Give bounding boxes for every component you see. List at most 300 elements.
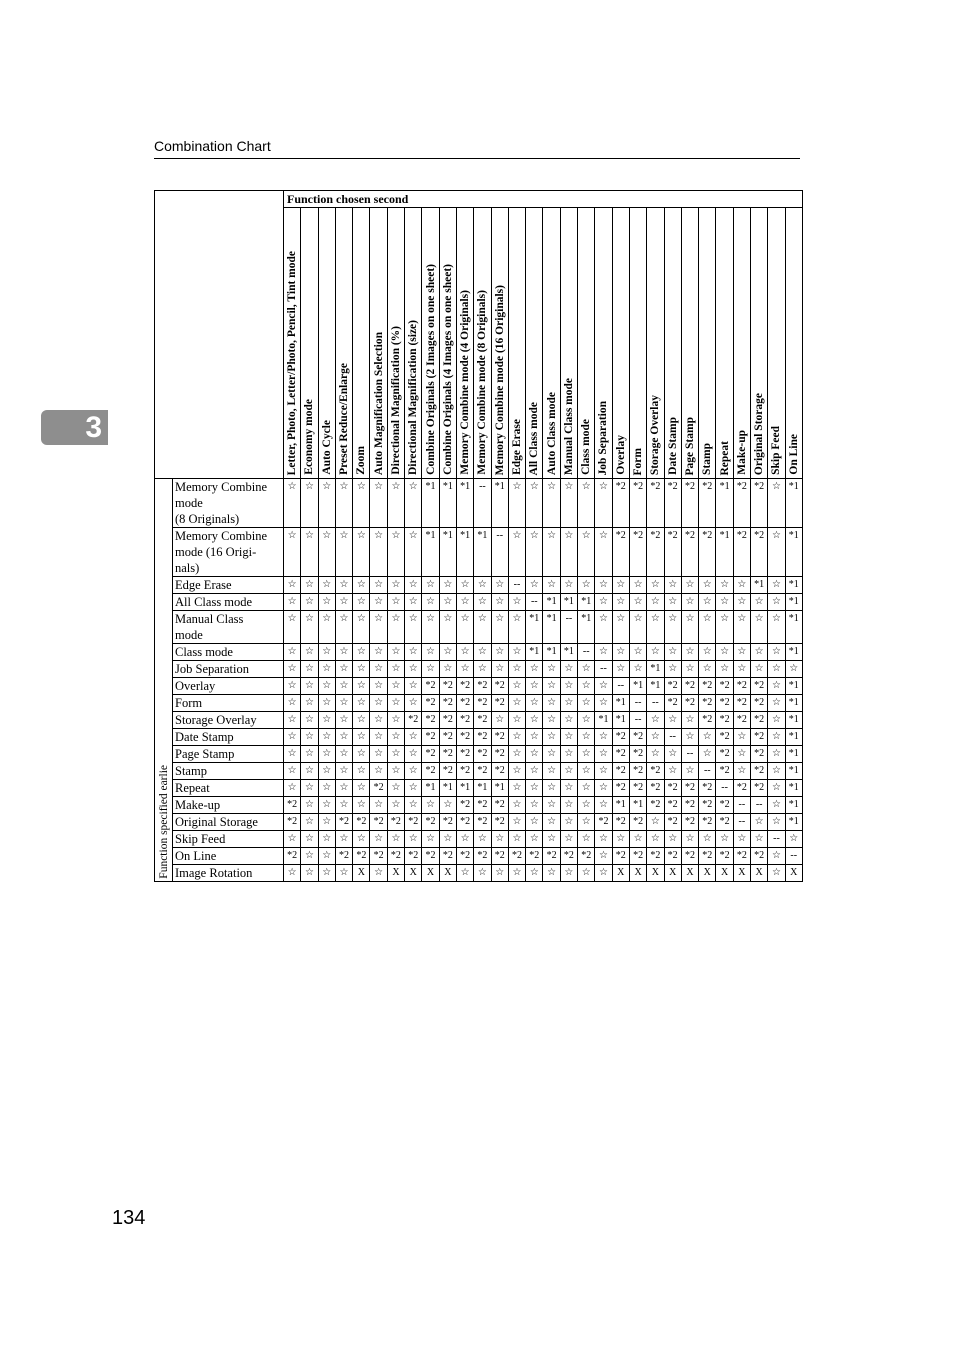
- table-cell: *2: [387, 814, 404, 831]
- table-cell: *2: [456, 848, 473, 865]
- table-cell: *1: [422, 780, 439, 797]
- table-cell: ☆: [543, 746, 560, 763]
- table-cell: *2: [664, 797, 681, 814]
- table-cell: ☆: [318, 577, 335, 594]
- table-row: [155, 695, 803, 712]
- section-title: Combination Chart: [154, 138, 271, 154]
- table-cell: --: [474, 479, 491, 528]
- table-cell: *1: [474, 528, 491, 577]
- table-cell: *1: [785, 479, 802, 528]
- row-label-line: Form: [175, 696, 203, 710]
- table-cell: ☆: [318, 528, 335, 577]
- table-cell: ☆: [474, 644, 491, 661]
- table-cell: ☆: [508, 528, 525, 577]
- table-cell: *2: [474, 797, 491, 814]
- table-cell: *2: [647, 528, 664, 577]
- table-cell: *2: [699, 848, 716, 865]
- table-cell: ☆: [370, 695, 387, 712]
- table-cell: *1: [560, 644, 577, 661]
- row-label: [173, 528, 284, 577]
- table-cell: ☆: [318, 729, 335, 746]
- table-cell: --: [560, 611, 577, 644]
- table-cell: *1: [543, 644, 560, 661]
- table-cell: *2: [439, 678, 456, 695]
- table-cell: ☆: [560, 479, 577, 528]
- table-cell: ☆: [578, 678, 595, 695]
- table-cell: ☆: [387, 594, 404, 611]
- table-cell: ☆: [508, 479, 525, 528]
- table-cell: ☆: [335, 611, 352, 644]
- table-cell: X: [733, 865, 750, 882]
- table-cell: *2: [491, 746, 508, 763]
- column-header: [595, 208, 612, 479]
- table-cell: ☆: [543, 678, 560, 695]
- column-header: [335, 208, 352, 479]
- table-cell: *2: [612, 479, 629, 528]
- table-cell: ☆: [768, 528, 785, 577]
- table-cell: *1: [612, 712, 629, 729]
- table-row: [155, 678, 803, 695]
- table-cell: *1: [629, 678, 646, 695]
- table-cell: *1: [785, 528, 802, 577]
- row-label-line: mode: [175, 628, 203, 642]
- table-cell: ☆: [370, 528, 387, 577]
- table-cell: ☆: [353, 831, 370, 848]
- table-cell: *1: [491, 780, 508, 797]
- row-label: [173, 594, 284, 611]
- column-header-label: Edge Erase: [511, 419, 523, 475]
- column-header-label: Memory Combine mode (16 Originals): [493, 284, 506, 475]
- table-cell: *1: [785, 678, 802, 695]
- table-cell: ☆: [699, 746, 716, 763]
- table-cell: ☆: [526, 695, 543, 712]
- column-header-label: Economy mode: [303, 399, 316, 475]
- table-cell: ☆: [578, 831, 595, 848]
- table-cell: ☆: [284, 712, 301, 729]
- row-label: [173, 678, 284, 695]
- table-cell: --: [508, 577, 525, 594]
- table-cell: ☆: [560, 746, 577, 763]
- table-cell: *2: [491, 848, 508, 865]
- table-cell: ☆: [664, 577, 681, 594]
- table-cell: ☆: [578, 528, 595, 577]
- table-cell: *2: [491, 695, 508, 712]
- table-cell: *2: [751, 695, 768, 712]
- table-cell: *2: [474, 695, 491, 712]
- table-cell: ☆: [578, 763, 595, 780]
- row-label: [173, 763, 284, 780]
- table-cell: ☆: [335, 678, 352, 695]
- table-cell: ☆: [560, 763, 577, 780]
- table-cell: *2: [751, 763, 768, 780]
- table-cell: ☆: [578, 695, 595, 712]
- table-cell: ☆: [456, 661, 473, 678]
- table-cell: ☆: [526, 577, 543, 594]
- table-cell: ☆: [370, 763, 387, 780]
- column-header-label: Memory Combine mode (4 Originals): [459, 290, 472, 475]
- table-cell: ☆: [543, 763, 560, 780]
- table-cell: ☆: [301, 865, 318, 882]
- table-cell: *2: [439, 814, 456, 831]
- table-cell: ☆: [387, 797, 404, 814]
- column-header: [629, 208, 646, 479]
- table-cell: ☆: [284, 644, 301, 661]
- table-cell: ☆: [526, 865, 543, 882]
- table-cell: *1: [785, 712, 802, 729]
- table-cell: ☆: [335, 479, 352, 528]
- table-cell: ☆: [422, 644, 439, 661]
- table-cell: *2: [474, 814, 491, 831]
- table-cell: *2: [439, 746, 456, 763]
- table-cell: *2: [353, 848, 370, 865]
- table-cell: ☆: [318, 479, 335, 528]
- table-cell: ☆: [284, 577, 301, 594]
- table-cell: ☆: [370, 661, 387, 678]
- row-label-line: Original Storage: [175, 815, 258, 829]
- table-cell: *2: [716, 814, 733, 831]
- table-cell: ☆: [508, 661, 525, 678]
- row-label-line: Stamp: [175, 764, 207, 778]
- table-cell: ☆: [439, 577, 456, 594]
- column-header: [751, 208, 768, 479]
- combination-chart-table: [154, 190, 803, 882]
- table-cell: ☆: [751, 831, 768, 848]
- table-cell: ☆: [318, 763, 335, 780]
- table-cell: ☆: [578, 712, 595, 729]
- column-header: [353, 208, 370, 479]
- table-cell: ☆: [647, 594, 664, 611]
- table-cell: X: [405, 865, 422, 882]
- table-cell: ☆: [526, 712, 543, 729]
- column-header: [578, 208, 595, 479]
- column-header-label: Make-up: [735, 430, 748, 475]
- row-label: [173, 831, 284, 848]
- table-cell: ☆: [508, 712, 525, 729]
- table-cell: ☆: [405, 729, 422, 746]
- table-cell: *2: [474, 678, 491, 695]
- column-header-label: Combine Originals (4 Images on one sheet): [441, 264, 454, 475]
- table-cell: ☆: [664, 831, 681, 848]
- table-cell: ☆: [595, 780, 612, 797]
- table-cell: X: [353, 865, 370, 882]
- table-cell: ☆: [422, 831, 439, 848]
- row-label: [173, 797, 284, 814]
- table-cell: ☆: [612, 611, 629, 644]
- table-cell: ☆: [301, 814, 318, 831]
- column-header: [387, 208, 404, 479]
- table-cell: ☆: [560, 528, 577, 577]
- column-header-label: Manual Class mode: [562, 377, 575, 475]
- row-label-line: On Line: [175, 849, 217, 863]
- table-cell: *1: [578, 594, 595, 611]
- table-cell: *1: [785, 611, 802, 644]
- table-cell: *2: [733, 678, 750, 695]
- table-cell: ☆: [491, 661, 508, 678]
- table-row: [155, 763, 803, 780]
- row-label: [173, 814, 284, 831]
- table-cell: ☆: [335, 594, 352, 611]
- table-cell: ☆: [733, 577, 750, 594]
- row-label: [173, 746, 284, 763]
- table-cell: *1: [785, 780, 802, 797]
- table-cell: ☆: [664, 661, 681, 678]
- table-cell: *2: [422, 746, 439, 763]
- table-cell: *2: [422, 763, 439, 780]
- table-cell: ☆: [543, 780, 560, 797]
- table-cell: *2: [422, 712, 439, 729]
- table-cell: *1: [785, 695, 802, 712]
- table-cell: ☆: [526, 678, 543, 695]
- table-cell: ☆: [681, 611, 698, 644]
- table-cell: *2: [422, 678, 439, 695]
- table-cell: ☆: [284, 746, 301, 763]
- column-header-label: Memory Combine mode (8 Originals): [476, 290, 489, 475]
- row-label-line: nals): [175, 561, 200, 575]
- table-row: [155, 831, 803, 848]
- table-row: [155, 780, 803, 797]
- table-cell: ☆: [439, 594, 456, 611]
- table-cell: *2: [456, 695, 473, 712]
- table-cell: ☆: [439, 611, 456, 644]
- table-cell: *2: [370, 848, 387, 865]
- table-cell: ☆: [716, 661, 733, 678]
- table-cell: ☆: [353, 763, 370, 780]
- table-cell: X: [664, 865, 681, 882]
- table-cell: *2: [716, 763, 733, 780]
- table-cell: --: [768, 831, 785, 848]
- table-cell: ☆: [335, 577, 352, 594]
- table-cell: *2: [405, 814, 422, 831]
- row-label-line: Storage Overlay: [175, 713, 257, 727]
- table-cell: ☆: [733, 763, 750, 780]
- table-cell: ☆: [751, 611, 768, 644]
- table-cell: *2: [560, 848, 577, 865]
- table-cell: ☆: [733, 831, 750, 848]
- table-cell: *2: [716, 746, 733, 763]
- table-row: [155, 814, 803, 831]
- table-cell: *2: [681, 678, 698, 695]
- table-cell: *2: [733, 479, 750, 528]
- table-cell: ☆: [335, 644, 352, 661]
- table-cell: *1: [456, 780, 473, 797]
- table-cell: ☆: [491, 831, 508, 848]
- table-cell: ☆: [456, 611, 473, 644]
- table-cell: ☆: [560, 797, 577, 814]
- table-cell: ☆: [629, 611, 646, 644]
- table-cell: *2: [612, 780, 629, 797]
- table-cell: ☆: [508, 678, 525, 695]
- table-cell: *2: [578, 848, 595, 865]
- table-cell: *1: [785, 594, 802, 611]
- table-cell: ☆: [387, 780, 404, 797]
- table-cell: ☆: [578, 797, 595, 814]
- table-cell: ☆: [647, 577, 664, 594]
- table-cell: *1: [456, 479, 473, 528]
- table-cell: *2: [681, 848, 698, 865]
- table-cell: ☆: [578, 729, 595, 746]
- table-cell: ☆: [284, 594, 301, 611]
- table-cell: ☆: [543, 577, 560, 594]
- column-header: [422, 208, 439, 479]
- table-cell: *2: [405, 848, 422, 865]
- table-cell: ☆: [508, 611, 525, 644]
- table-cell: *2: [681, 695, 698, 712]
- table-cell: --: [664, 729, 681, 746]
- table-cell: *2: [699, 695, 716, 712]
- table-cell: ☆: [370, 678, 387, 695]
- table-cell: ☆: [578, 814, 595, 831]
- table-cell: *2: [751, 746, 768, 763]
- table-cell: ☆: [595, 644, 612, 661]
- table-cell: X: [647, 865, 664, 882]
- column-header-label: Class mode: [580, 419, 593, 475]
- row-label-line: mode: [175, 496, 203, 510]
- table-cell: ☆: [405, 831, 422, 848]
- table-cell: ☆: [768, 644, 785, 661]
- table-cell: *2: [699, 528, 716, 577]
- table-cell: *1: [439, 780, 456, 797]
- table-cell: ☆: [508, 729, 525, 746]
- table-cell: ☆: [508, 746, 525, 763]
- table-cell: ☆: [405, 695, 422, 712]
- column-header: [508, 208, 525, 479]
- table-cell: ☆: [768, 780, 785, 797]
- table-cell: *2: [491, 797, 508, 814]
- table-cell: ☆: [474, 831, 491, 848]
- table-cell: --: [785, 848, 802, 865]
- table-cell: X: [629, 865, 646, 882]
- table-cell: ☆: [612, 594, 629, 611]
- table-cell: --: [629, 712, 646, 729]
- column-header: [716, 208, 733, 479]
- table-cell: ☆: [370, 577, 387, 594]
- column-header: [560, 208, 577, 479]
- table-cell: *2: [664, 678, 681, 695]
- table-cell: ☆: [543, 528, 560, 577]
- row-label-line: Skip Feed: [175, 832, 226, 846]
- table-cell: ☆: [733, 594, 750, 611]
- table-cell: X: [387, 865, 404, 882]
- table-cell: ☆: [422, 797, 439, 814]
- table-cell: ☆: [284, 661, 301, 678]
- table-cell: *1: [716, 479, 733, 528]
- table-cell: ☆: [301, 678, 318, 695]
- table-cell: ☆: [491, 577, 508, 594]
- table-cell: ☆: [595, 611, 612, 644]
- table-cell: ☆: [733, 644, 750, 661]
- table-cell: *2: [474, 729, 491, 746]
- table-cell: ☆: [595, 746, 612, 763]
- table-cell: ☆: [370, 729, 387, 746]
- table-cell: ☆: [785, 831, 802, 848]
- row-label-line: All Class mode: [175, 595, 253, 609]
- column-header-label: Zoom: [355, 446, 368, 475]
- row-label-line: Date Stamp: [175, 730, 234, 744]
- table-cell: X: [439, 865, 456, 882]
- table-cell: ☆: [526, 797, 543, 814]
- table-cell: *2: [647, 797, 664, 814]
- table-cell: *2: [751, 848, 768, 865]
- table-cell: *2: [647, 763, 664, 780]
- table-row: [155, 712, 803, 729]
- table-cell: ☆: [456, 644, 473, 661]
- table-cell: ☆: [335, 763, 352, 780]
- table-cell: *2: [422, 814, 439, 831]
- row-label-line: Image Rotation: [175, 866, 253, 880]
- table-cell: *2: [456, 814, 473, 831]
- table-cell: ☆: [647, 831, 664, 848]
- function-chosen-second-heading: Function chosen second: [284, 191, 803, 208]
- table-cell: *2: [491, 814, 508, 831]
- table-cell: *2: [699, 479, 716, 528]
- table-cell: ☆: [491, 594, 508, 611]
- table-cell: ☆: [526, 479, 543, 528]
- table-cell: ☆: [768, 797, 785, 814]
- table-cell: ☆: [405, 780, 422, 797]
- table-cell: ☆: [595, 479, 612, 528]
- table-cell: *2: [681, 479, 698, 528]
- table-cell: ☆: [508, 814, 525, 831]
- table-cell: *1: [491, 479, 508, 528]
- table-cell: ☆: [422, 577, 439, 594]
- table-cell: *2: [456, 797, 473, 814]
- table-cell: ☆: [647, 746, 664, 763]
- table-cell: ☆: [508, 865, 525, 882]
- table-cell: --: [491, 528, 508, 577]
- table-cell: *2: [474, 746, 491, 763]
- table-cell: ☆: [681, 729, 698, 746]
- table-cell: ☆: [768, 763, 785, 780]
- table-row: [155, 594, 803, 611]
- table-cell: ☆: [370, 644, 387, 661]
- table-cell: ☆: [508, 831, 525, 848]
- table-cell: *1: [785, 814, 802, 831]
- table-cell: ☆: [318, 678, 335, 695]
- table-cell: ☆: [318, 611, 335, 644]
- column-header: [491, 208, 508, 479]
- table-cell: ☆: [595, 594, 612, 611]
- table-cell: ☆: [318, 814, 335, 831]
- table-cell: *2: [664, 479, 681, 528]
- row-label: [173, 848, 284, 865]
- column-header: [612, 208, 629, 479]
- table-cell: *2: [612, 746, 629, 763]
- table-cell: *2: [699, 814, 716, 831]
- page-number: 134: [112, 1207, 146, 1229]
- table-cell: ☆: [474, 594, 491, 611]
- table-cell: *2: [733, 712, 750, 729]
- table-cell: ☆: [284, 865, 301, 882]
- table-cell: ☆: [474, 611, 491, 644]
- table-cell: *2: [284, 848, 301, 865]
- table-cell: ☆: [439, 661, 456, 678]
- row-label-line: Make-up: [175, 798, 221, 812]
- column-header-label: Preset Reduce/Enlarge: [338, 363, 351, 475]
- table-cell: ☆: [301, 712, 318, 729]
- table-cell: *2: [439, 729, 456, 746]
- table-cell: ☆: [353, 678, 370, 695]
- table-cell: ☆: [699, 831, 716, 848]
- table-cell: ☆: [284, 831, 301, 848]
- table-cell: ☆: [543, 865, 560, 882]
- table-cell: ☆: [578, 746, 595, 763]
- table-cell: ☆: [491, 611, 508, 644]
- table-cell: ☆: [387, 678, 404, 695]
- column-header: [370, 208, 387, 479]
- table-cell: *2: [370, 814, 387, 831]
- table-cell: ☆: [370, 746, 387, 763]
- table-cell: ☆: [716, 611, 733, 644]
